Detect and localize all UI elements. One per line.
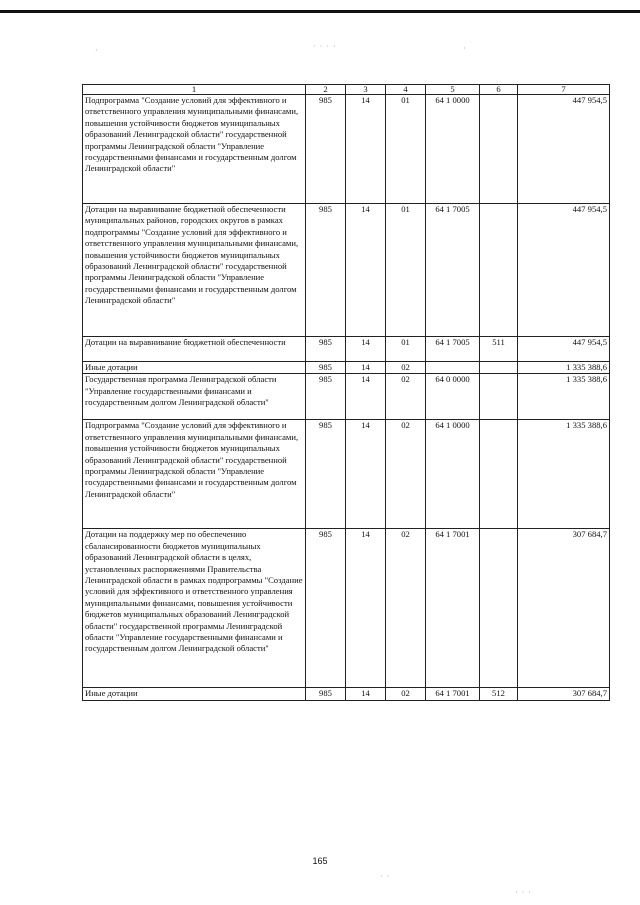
row-col-5: 64 1 0000 (426, 420, 480, 529)
row-col-7: 447 954,5 (518, 204, 610, 337)
scan-speck: · (95, 46, 99, 55)
row-col-5: 64 0 0000 (426, 374, 480, 420)
row-col-5: 64 1 7001 (426, 529, 480, 688)
row-col-6 (480, 420, 518, 529)
row-name: Дотации на выравнивание бюджетной обеспеченности (83, 337, 306, 362)
row-col-3: 14 (346, 362, 386, 374)
header-col-7: 7 (518, 85, 610, 95)
row-name: Дотации на выравнивание бюджетной обеспеченности муниципальных районов, городских округов в рамках подпрограммы "Создание условий для эффективного и ответственного управления муниципальными финансами, повышения устойчивости бюджетов муниципальных образований Ленинградской области" государственной программы Ленинградской области "Управление государственными финансами и государственным долгом Ленинградской области" (83, 204, 306, 337)
row-name: Подпрограмма "Создание условий для эффективного и ответственного управления муниципальными финансами, повышения устойчивости бюджетов муниципальных образований Ленинградской области" государственной программы Ленинградской области "Управление государственными финансами и государственным долгом Ленинградской области" (83, 420, 306, 529)
row-col-4: 01 (386, 95, 426, 204)
table-row (83, 95, 610, 204)
table-row (83, 420, 610, 529)
header-col-6: 6 (480, 85, 518, 95)
row-col-7: 1 335 388,6 (518, 362, 610, 374)
row-col-5 (426, 362, 480, 374)
row-col-2: 985 (306, 204, 346, 337)
row-name: Подпрограмма "Создание условий для эффективного и ответственного управления муниципальными финансами, повышения устойчивости бюджетов муниципальных образований Ленинградской области" государственной программы Ленинградской области "Управление государственными финансами и государственным долгом Ленинградской области" (83, 95, 306, 204)
row-col-6 (480, 204, 518, 337)
scan-specks: · · (380, 872, 391, 881)
row-col-3: 14 (346, 529, 386, 688)
table-row (83, 374, 610, 420)
row-col-4: 01 (386, 204, 426, 337)
row-col-3: 14 (346, 420, 386, 529)
row-col-7: 1 335 388,6 (518, 374, 610, 420)
table-row (83, 204, 610, 337)
row-name: Иные дотации (83, 688, 306, 700)
row-col-7: 1 335 388,6 (518, 420, 610, 529)
row-col-7: 307 684,7 (518, 688, 610, 700)
row-col-6 (480, 374, 518, 420)
scan-speck: · (463, 44, 467, 53)
row-name: Государственная программа Ленинградской области "Управление государственными финансами и государственным долгом Ленинградской области" (83, 374, 306, 420)
table-header-row (83, 85, 610, 95)
row-col-3: 14 (346, 204, 386, 337)
row-col-7: 307 684,7 (518, 529, 610, 688)
row-col-2: 985 (306, 374, 346, 420)
row-col-5: 64 1 7001 (426, 688, 480, 700)
row-col-4: 02 (386, 374, 426, 420)
row-name: Иные дотации (83, 362, 306, 374)
row-col-6 (480, 529, 518, 688)
table-row (83, 362, 610, 374)
row-col-3: 14 (346, 337, 386, 362)
scan-specks: · · · · (313, 42, 337, 51)
row-col-2: 985 (306, 337, 346, 362)
table-row (83, 337, 610, 362)
row-col-2: 985 (306, 420, 346, 529)
row-col-7: 447 954,5 (518, 337, 610, 362)
row-col-6: 512 (480, 688, 518, 700)
row-col-4: 02 (386, 529, 426, 688)
row-col-6: 511 (480, 337, 518, 362)
row-col-5: 64 1 0000 (426, 95, 480, 204)
budget-table (82, 84, 610, 701)
row-col-3: 14 (346, 95, 386, 204)
row-col-4: 02 (386, 688, 426, 700)
row-col-4: 02 (386, 362, 426, 374)
row-col-5: 64 1 7005 (426, 337, 480, 362)
row-col-6 (480, 95, 518, 204)
row-col-4: 02 (386, 420, 426, 529)
header-col-2: 2 (306, 85, 346, 95)
table-row (83, 529, 610, 688)
row-name: Дотации на поддержку мер по обеспечению сбалансированности бюджетов муниципальных образований Ленинградской области в целях, установленных распоряжениями Правительства Ленинградской области в рамках подпрограммы "Создание условий для эффективного и ответственного управления муниципальными финансами, повышения устойчивости бюджетов муниципальных образований Ленинградской области" государственной программы Ленинградской области "Управление государственными финансами и государственным долгом Ленинградской области" (83, 529, 306, 688)
table-row (83, 688, 610, 700)
header-col-3: 3 (346, 85, 386, 95)
row-col-7: 447 954,5 (518, 95, 610, 204)
header-col-1: 1 (83, 85, 306, 95)
row-col-4: 01 (386, 337, 426, 362)
row-col-2: 985 (306, 362, 346, 374)
top-scan-bar (0, 10, 640, 13)
row-col-2: 985 (306, 95, 346, 204)
header-col-5: 5 (426, 85, 480, 95)
row-col-3: 14 (346, 374, 386, 420)
page-number: 165 (312, 856, 328, 866)
row-col-2: 985 (306, 529, 346, 688)
row-col-5: 64 1 7005 (426, 204, 480, 337)
header-col-4: 4 (386, 85, 426, 95)
row-col-3: 14 (346, 688, 386, 700)
row-col-2: 985 (306, 688, 346, 700)
row-col-6 (480, 362, 518, 374)
scan-specks: · · · (515, 888, 532, 897)
